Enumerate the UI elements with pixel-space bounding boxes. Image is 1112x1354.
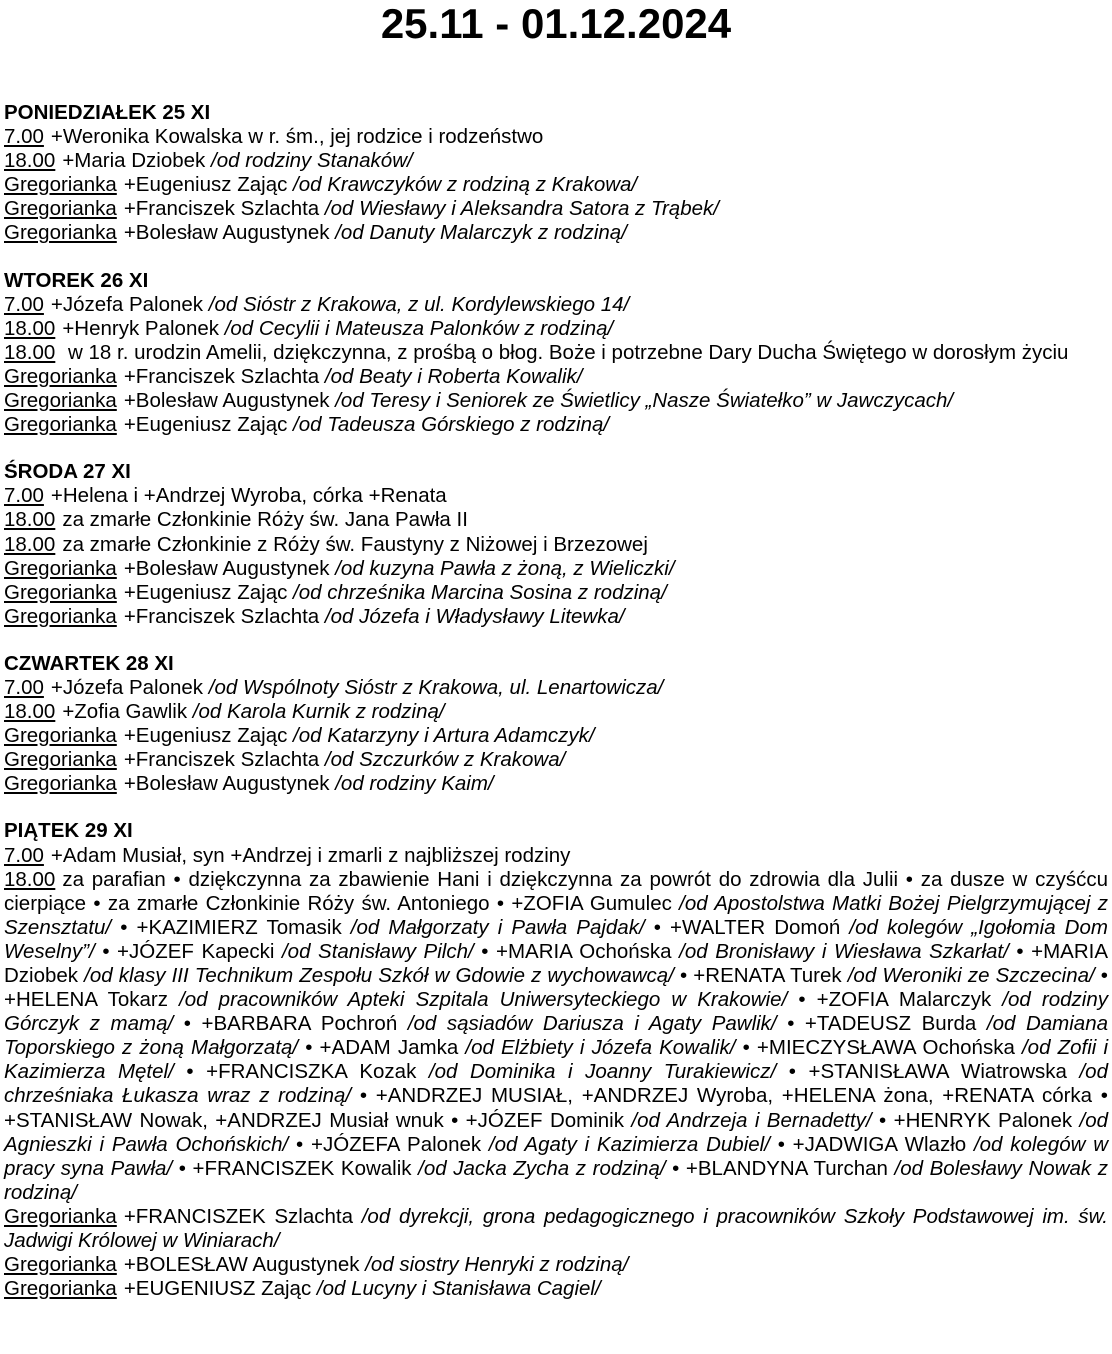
day-section: [4, 460, 1108, 629]
intention-note: /od Katarzyny i Artura Adamczyk/: [293, 724, 595, 748]
intention-note: /od Krawczyków z rodziną z Krakowa/: [293, 173, 638, 197]
intention-text: • +RENATA Turek: [673, 964, 848, 987]
intention-text: • +FRANCISZEK Kowalik: [172, 1156, 419, 1180]
intention-text: • +BARBARA Pochroń: [173, 1012, 408, 1036]
intention-text: +Bolesław Augustynek: [123, 772, 330, 796]
mass-entry: [4, 724, 1108, 748]
intention-note: /od Damiana Toporskiego z żoną Małgorzatą/: [4, 1012, 1108, 1060]
intention-text: +Helena i +Andrzej Wyroba, córka +Renata: [50, 484, 447, 508]
intention-note: /od Cecylii i Mateusza Palonków z rodziną/: [224, 316, 614, 340]
intention-text: za zmarłe Członkinie z Róży św. Faustyny z Niżowej i Brzezowej: [62, 532, 648, 556]
intention-note: /od Tadeusza Górskiego z rodziną/: [293, 413, 610, 437]
mass-entry: [4, 557, 1108, 581]
mass-entry: [4, 748, 1108, 772]
mass-entry: [4, 581, 1108, 605]
intention-note: /od Agnieszki i Pawła Ochońskich/: [4, 1108, 1109, 1156]
intention-text: • +ZOFIA Malarczyk: [787, 988, 1003, 1012]
mass-entry: [4, 197, 1108, 221]
intention-note: /od chrześnika Marcina Sosina z rodziną/: [293, 580, 667, 604]
intention-note: /od Dominika i Joanny Turakiewicz/: [428, 1060, 777, 1084]
intention-note: /od Agaty i Kazimierza Dubiel/: [488, 1132, 770, 1156]
intention-text: • +HELENA Tokarz: [4, 964, 1108, 1012]
mass-time: Gregorianka: [4, 389, 117, 413]
mass-entry: [4, 844, 1108, 868]
intention-note: /od kolegów w pracy syna Pawła/: [4, 1132, 1108, 1180]
intention-note: /od chrześniaka Łukasza wraz z rodziną/: [4, 1060, 1108, 1108]
intention-text: +Bolesław Augustynek: [123, 556, 330, 580]
day-section: [4, 652, 1108, 797]
mass-entry: [4, 1277, 1108, 1301]
mass-entry: [4, 1205, 1108, 1253]
day-heading: PIĄTEK 29 XI: [4, 819, 133, 843]
intention-note: /od kolegów „Igołomia Dom Weselny”/: [4, 915, 1108, 963]
mass-entry: [4, 389, 1108, 413]
intention-text: • +JÓZEFA Palonek: [288, 1132, 489, 1156]
mass-entry: [4, 868, 1108, 1205]
mass-time: 18.00: [4, 532, 56, 556]
intention-text: • +MARIA Dziobek: [4, 939, 1108, 987]
day-heading: PONIEDZIAŁEK 25 XI: [4, 101, 211, 124]
mass-time: 18.00: [4, 508, 56, 532]
intention-text: +Weronika Kowalska w r. śm., jej rodzice i rodzeństwo: [50, 125, 544, 149]
intention-note: /od dyrekcji, grona pedagogicznego i pracowników Szkoły Podstawowej im. św. Jadwigi Królowej w Winiarach/: [4, 1204, 1108, 1253]
intention-note: /od rodziny Stanaków/: [211, 149, 413, 173]
mass-time: Gregorianka: [4, 748, 117, 772]
intention-text: • +MIECZYSŁAWA Ochońska: [735, 1036, 1022, 1060]
intention-note: /od Weroniki ze Szczecina/: [847, 964, 1095, 987]
mass-time: Gregorianka: [4, 772, 117, 796]
mass-time: Gregorianka: [4, 556, 117, 580]
mass-time: Gregorianka: [4, 197, 117, 221]
intention-text: +Franciszek Szlachta: [123, 197, 320, 221]
intention-text: +Zofia Gawlik: [62, 700, 188, 724]
mass-entry: [4, 317, 1108, 341]
mass-time: Gregorianka: [4, 724, 117, 748]
intention-note: /od Teresy i Seniorek ze Świetlicy „Nasze Światełko” w Jawczycach/: [335, 389, 954, 413]
mass-entry: [4, 341, 1108, 365]
mass-time: 7.00: [4, 484, 44, 508]
mass-time: Gregorianka: [4, 604, 117, 628]
page-title: 25.11 - 01.12.2024: [380, 0, 732, 47]
intention-note: /od Jacka Zycha z rodziną/: [418, 1156, 666, 1180]
intention-note: /od kuzyna Pawła z żoną, z Wieliczki/: [335, 556, 675, 580]
mass-entry: [4, 772, 1108, 796]
mass-entry: [4, 676, 1108, 700]
mass-entry: [4, 125, 1108, 149]
intention-note: /od Wspólnoty Sióstr z Krakowa, ul. Lenartowicza/: [208, 675, 664, 699]
intention-text: +Bolesław Augustynek: [123, 389, 330, 413]
mass-time: Gregorianka: [4, 221, 117, 245]
day-heading: ŚRODA 27 XI: [4, 460, 131, 484]
intention-note: /od Karola Kurnik z rodziną/: [192, 700, 445, 724]
day-heading: WTOREK 26 XI: [4, 268, 149, 292]
intention-text: +Franciszek Szlachta: [123, 604, 320, 628]
intention-note: /od Andrzeja i Bernadetty/: [631, 1108, 872, 1132]
intention-note: /od rodziny Kaim/: [335, 772, 494, 796]
intention-note: /od rodziny Górczyk z mamą/: [4, 988, 1108, 1036]
intention-text: +Eugeniusz Zając: [123, 173, 288, 197]
intention-text: +Józefa Palonek: [50, 292, 204, 316]
mass-entry: [4, 413, 1108, 437]
intention-text: +Maria Dziobek: [62, 149, 206, 173]
mass-time: Gregorianka: [4, 1253, 117, 1277]
intention-note: /od Józefa i Władysławy Litewka/: [324, 604, 625, 628]
mass-entry: [4, 365, 1108, 389]
intention-text: +Eugeniusz Zając: [123, 413, 288, 437]
intention-text: • +JÓZEF Kapecki: [94, 939, 282, 963]
intention-text: +Adam Musiał, syn +Andrzej i zmarli z najbliższej rodziny: [50, 843, 571, 867]
intention-text: • +HENRYK Palonek: [871, 1108, 1080, 1132]
intention-note: /od Zofii i Kazimierza Mętel/: [4, 1036, 1109, 1084]
intention-note: /od Szczurków z Krakowa/: [324, 748, 566, 772]
mass-time: 7.00: [4, 125, 44, 149]
intention-text: +Bolesław Augustynek: [123, 221, 330, 245]
intention-note: /od Wiesławy i Aleksandra Satora z Trąbek/: [324, 197, 719, 221]
intention-note: /od Stanisławy Pilch/: [281, 939, 474, 963]
day-section: [4, 819, 1108, 1301]
mass-time: 18.00: [4, 867, 56, 891]
intention-note: /od pracowników Apteki Szpitala Uniwersyteckiego w Krakowie/: [179, 988, 788, 1012]
intention-text: • +JADWIGA Wlazło: [769, 1132, 974, 1156]
mass-entry: [4, 508, 1108, 532]
mass-time: Gregorianka: [4, 1204, 117, 1228]
mass-entry: [4, 533, 1108, 557]
mass-time: Gregorianka: [4, 413, 117, 437]
mass-entry: [4, 1253, 1108, 1277]
intention-text: +Eugeniusz Zając: [123, 724, 288, 748]
intention-note: /od Danuty Malarczyk z rodziną/: [335, 221, 627, 245]
intention-text: +BOLESŁAW Augustynek: [123, 1253, 360, 1277]
mass-entry: [4, 700, 1108, 724]
intention-text: w 18 r. urodzin Amelii, dziękczynna, z prośbą o błog. Boże i potrzebne Dary Ducha Świętego w dorosłym życiu: [62, 340, 1069, 364]
intention-text: za parafian • dziękczynna za zbawienie Hani i dziękczynna za powrót do zdrowia dla Julii • za dusze w czyśćcu cierpiące • za zmarłe Członkinie Róży św. Antoniego • +ZOFIA Gumulec: [4, 867, 1108, 915]
mass-entry: [4, 293, 1108, 317]
mass-entry: [4, 484, 1108, 508]
intention-note: /od Bolesławy Nowak z rodziną/: [4, 1156, 1108, 1204]
intention-note: /od sąsiadów Dariusza i Agaty Pawlik/: [407, 1012, 777, 1036]
intention-note: /od siostry Henryki z rodziną/: [365, 1253, 629, 1277]
intention-text: • +BLANDYNA Turchan: [665, 1156, 895, 1180]
intention-text: +Eugeniusz Zając: [123, 580, 288, 604]
intention-text: • +STANISŁAWA Wiatrowska: [776, 1060, 1080, 1084]
mass-time: 18.00: [4, 149, 56, 173]
intention-note: /od Lucyny i Stanisława Cagiel/: [316, 1277, 601, 1301]
mass-time: 18.00: [4, 316, 56, 340]
mass-time: 18.00: [4, 700, 56, 724]
mass-time: 7.00: [4, 292, 44, 316]
intention-text: • +ADAM Jamka: [298, 1036, 466, 1060]
intention-note: /od Bronisławy i Wiesława Szkarłat/: [679, 939, 1009, 963]
intention-text: +Franciszek Szlachta: [123, 748, 320, 772]
intention-text: • +TADEUSZ Burda: [776, 1012, 987, 1036]
mass-entry: [4, 173, 1108, 197]
intention-note: /od Sióstr z Krakowa, z ul. Kordylewskiego 14/: [208, 292, 630, 316]
intention-text: • +KAZIMIERZ Tomasik: [111, 915, 351, 939]
mass-entry: [4, 221, 1108, 245]
mass-time: 7.00: [4, 843, 44, 867]
intention-note: /od klasy III Technikum Zespołu Szkół w Gdowie z wychowawcą/: [84, 964, 674, 987]
intention-note: /od Małgorzaty i Pawła Pajdak/: [350, 915, 645, 939]
day-heading: CZWARTEK 28 XI: [4, 651, 174, 675]
intention-text: • +ANDRZEJ MUSIAŁ, +ANDRZEJ Wyroba, +HELENA żona, +RENATA córka • +STANISŁAW Nowak, +ANDRZEJ Musiał wnuk • +JÓZEF Dominik: [4, 1084, 1108, 1132]
intention-text: +EUGENIUSZ Zając: [123, 1277, 312, 1301]
day-section: [4, 269, 1108, 438]
mass-time: Gregorianka: [4, 580, 117, 604]
mass-entry: [4, 149, 1108, 173]
mass-time: Gregorianka: [4, 1277, 117, 1301]
intention-text: +Franciszek Szlachta: [123, 364, 320, 388]
intention-text: +Henryk Palonek: [62, 316, 219, 340]
intention-note: /od Apostolstwa Matki Bożej Pielgrzymującej z Szensztatu/: [4, 891, 1108, 939]
intention-text: +FRANCISZEK Szlachta: [123, 1204, 353, 1228]
mass-time: Gregorianka: [4, 364, 117, 388]
intention-text: +Józefa Palonek: [50, 675, 204, 699]
intention-text: • +FRANCISZKA Kozak: [173, 1060, 429, 1084]
mass-entry: [4, 605, 1108, 629]
intention-text: • +MARIA Ochońska: [473, 939, 680, 963]
intention-text: za zmarłe Członkinie Róży św. Jana Pawła II: [62, 508, 468, 532]
mass-time: 7.00: [4, 675, 44, 699]
intention-text: • +WALTER Domoń: [644, 915, 850, 939]
intention-note: /od Beaty i Roberta Kowalik/: [324, 364, 583, 388]
intention-note: /od Elżbiety i Józefa Kowalik/: [465, 1036, 736, 1060]
day-section: [4, 101, 1108, 246]
mass-time: 18.00: [4, 340, 56, 364]
days-list: [0, 101, 1108, 1301]
mass-time: Gregorianka: [4, 173, 117, 197]
